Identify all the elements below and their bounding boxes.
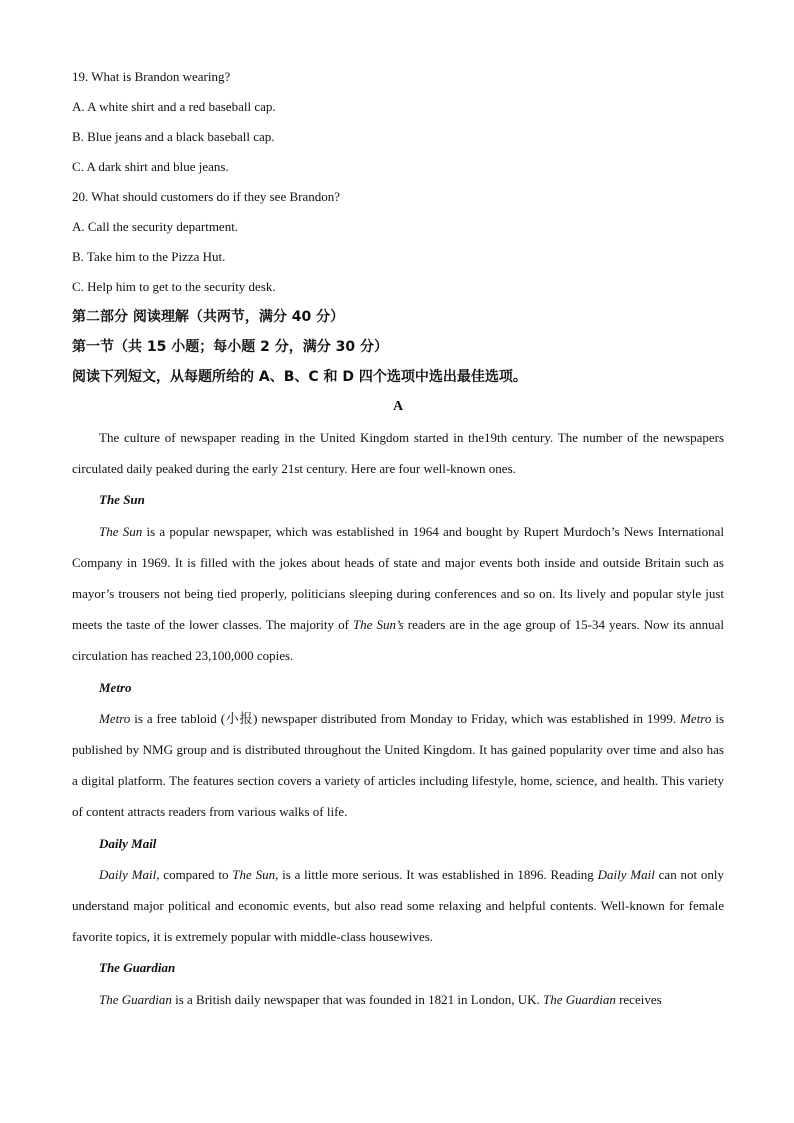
mail-name-3: Daily Mail (597, 866, 655, 882)
mail-name-2: The Sun, (232, 866, 279, 882)
mail-heading: Daily Mail (99, 835, 157, 851)
sun-text-1: is a popular newspaper, which was established in 1964 and bought by Rupert Murdoch’s News International Company in 1969. It is filled with the jokes about heads of state and major events both inside and outside Britain such as mayor’s trousers not being tied properly, politicians sleeping during conferences and so on. Its lively and popular style just meets the taste of the lower classes. The majority of (72, 523, 725, 633)
mail-text-2: is a little more serious. It was established in 1896. Reading (278, 866, 598, 882)
sun-name: The Sun (99, 523, 143, 539)
guardian-paragraph (72, 984, 724, 1015)
guardian-text-2: receives (615, 991, 662, 1007)
question-19-option-c: C. A dark shirt and blue jeans. (72, 159, 229, 174)
passage-intro: The culture of newspaper reading in the United Kingdom started in the19th century. The number of the newspapers circulated daily peaked during the early 21st century. Here are four well-known ones. (72, 430, 724, 477)
metro-name-2: Metro (680, 710, 712, 726)
exam-page (72, 62, 724, 1015)
metro-text-2: is published by NMG group and is distributed throughout the United Kingdom. It has gained popularity over time and also has a digital platform. The features section covers a variety of articles including lifestyle, home, science, and health. This variety of content attracts readers from various walks of life. (72, 710, 725, 820)
guardian-name: The Guardian (99, 991, 172, 1007)
guardian-text-1: is a British daily newspaper that was founded in 1821 in London, UK. (171, 991, 543, 1007)
guardian-name-2: The Guardian (543, 991, 616, 1007)
passage-label: A (392, 399, 404, 414)
section-instruction: 阅读下列短文，从每题所给的 A、B、C 和 D 四个选项中选出最佳选项。 (72, 369, 527, 385)
sun-heading: The Sun (99, 492, 145, 508)
question-20-option-c: C. Help him to get to the security desk. (72, 279, 276, 294)
guardian-heading: The Guardian (99, 960, 176, 976)
metro-text-1: is a free tabloid (小报) newspaper distributed from Monday to Friday, which was established in 1999. (130, 710, 681, 726)
question-19-stem: 19. What is Brandon wearing? (72, 69, 231, 84)
mail-text-1: compared to (159, 866, 233, 882)
question-20-option-b: B. Take him to the Pizza Hut. (72, 249, 226, 264)
metro-name: Metro (99, 710, 131, 726)
sun-text-2: readers are in the age group of 15-34 years. Now its annual circulation has reached 23,100,000 copies. (72, 617, 725, 664)
part-title: 第二部分 阅读理解（共两节，满分 40 分） (72, 309, 345, 325)
section-subtitle: 第一节（共 15 小题；每小题 2 分，满分 30 分） (72, 339, 388, 355)
question-20-option-a: A. Call the security department. (72, 219, 239, 234)
question-20-stem: 20. What should customers do if they see Brandon? (72, 189, 341, 204)
mail-name: Daily Mail, (99, 866, 160, 882)
mail-text-3: can not only understand major political and economic events, but also read some relaxing and helpful contents. Well-known for female favorite topics, it is extremely popular with middle-class housewives. (72, 866, 725, 945)
mail-paragraph (72, 859, 724, 953)
question-19-option-a: A. A white shirt and a red baseball cap. (72, 99, 276, 114)
metro-heading: Metro (99, 679, 132, 695)
metro-paragraph (72, 703, 724, 828)
sun-paragraph (72, 516, 724, 672)
sun-name-2: The Sun’s (352, 617, 404, 633)
question-19-option-b: B. Blue jeans and a black baseball cap. (72, 129, 275, 144)
